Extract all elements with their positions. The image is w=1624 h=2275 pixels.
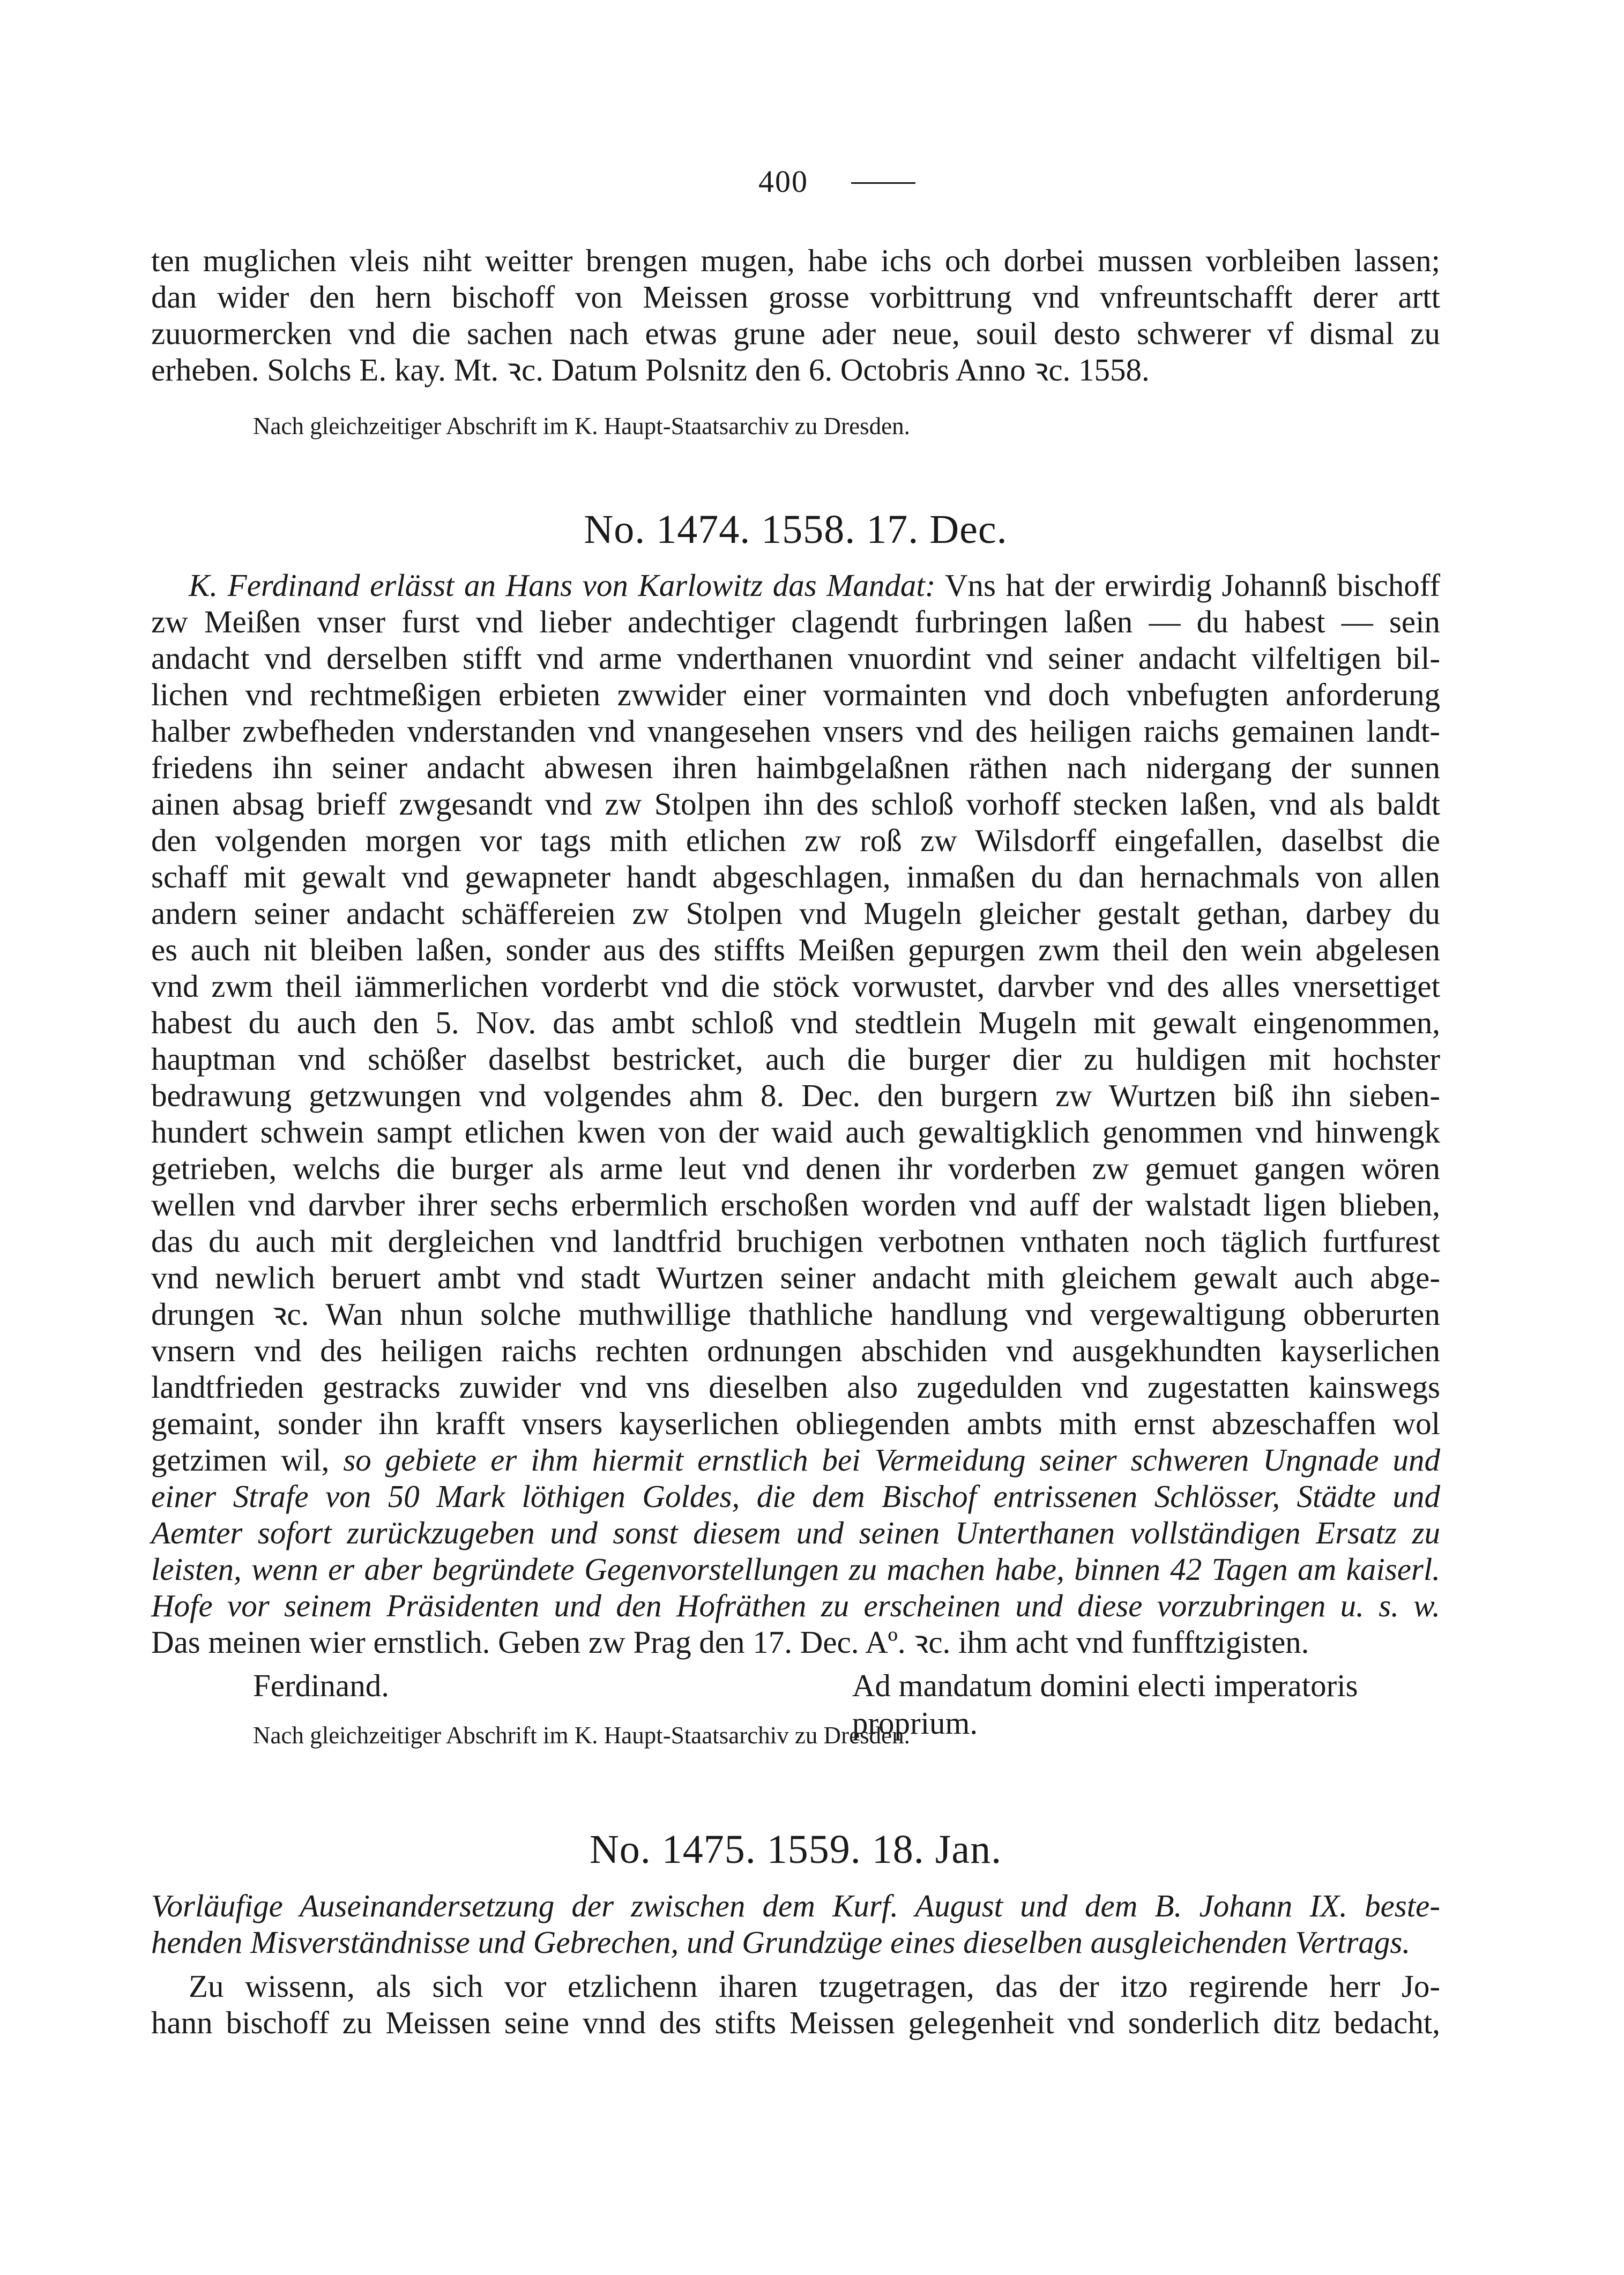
summary-line: henden Misverständnisse und Gebrechen, und Grundzüge eines dieselben ausgleichenden Vertrags. bbox=[151, 1925, 1411, 1960]
document-1475-summary bbox=[151, 1888, 1440, 1960]
document-1475-body bbox=[151, 1968, 1440, 2041]
signature-left: Ferdinand. bbox=[253, 1668, 389, 1703]
text-line: hundert schwein sampt etlichen kwen von der waid auch gewaltigklich genommen vnd hinwengk bbox=[151, 1114, 1440, 1150]
closing-line: Das meinen wier ernstlich. Geben zw Prag den 17. Dec. Aº. ꝛc. ihm acht vnd funfftzigisten. bbox=[151, 1624, 1309, 1660]
text-line: vnsern vnd des heiligen raichs rechten ordnungen abschiden vnd ausgekhundten kayserlichen bbox=[151, 1333, 1440, 1368]
text-line: schaff mit gewalt vnd gewapneter handt abgeschlagen, inmaßen du dan hernachmals von allen bbox=[151, 859, 1440, 894]
text-line: hann bischoff zu Meissen seine vnnd des stifts Meissen gelegenheit vnd sonderlich ditz bedacht, bbox=[151, 2005, 1440, 2040]
source-note: Nach gleichzeitiger Abschrift im K. Haupt-Staatsarchiv zu Dresden. bbox=[253, 413, 910, 439]
text-line: hauptman vnd schößer daselbst bestricket, auch die burger dier zu huldigen mit hochster bbox=[151, 1041, 1440, 1077]
source-note: Nach gleichzeitiger Abschrift im K. Haupt-Staatsarchiv zu Dresden. bbox=[253, 1722, 910, 1749]
text-line: ainen absag brieff zwgesandt vnd zw Stolpen ihn des schloß vorhoff stecken laßen, vnd als baldt bbox=[151, 786, 1440, 822]
intro-line bbox=[151, 567, 1440, 603]
signature-right: Ad mandatum domini electi imperatoris proprium. bbox=[852, 1668, 1358, 1741]
italic-line: Hofe vor seinem Präsidenten und den Hofräthen zu erscheinen und diese vorzubringen u. s. w. bbox=[151, 1588, 1440, 1623]
text-line: getrieben, welchs die burger als arme leut vnd denen ihr vorderben zw gemuet gangen wören bbox=[151, 1151, 1440, 1186]
mixed-line bbox=[151, 1442, 1440, 1478]
text-line: bedrawung getzwungen vnd volgendes ahm 8. Dec. den burgern zw Wurtzen biß ihn sieben- bbox=[151, 1078, 1440, 1113]
page-header bbox=[758, 163, 915, 199]
mixed-lead: getzimen wil, bbox=[151, 1442, 330, 1478]
text-line: vnd zwm theil iämmerlichen vorderbt vnd die stöck vorwustet, darvber vnd des alles vnersettiget bbox=[151, 968, 1440, 1004]
mixed-italic: so gebiete er ihm hiermit ernstlich bei Vermeidung seiner schweren Ungnade und bbox=[329, 1442, 1440, 1478]
text-line: Zu wissenn, als sich vor etzlichenn iharen tzugetragen, das der itzo regirende herr Jo- bbox=[189, 1968, 1440, 2004]
document-heading: No. 1475. 1559. 18. Jan. bbox=[589, 1827, 1002, 1872]
italic-line: einer Strafe von 50 Mark löthigen Goldes, die dem Bischof entrissenen Schlösser, Städte und bbox=[151, 1479, 1440, 1514]
text-line: das du auch mit dergleichen vnd landtfrid bruchigen verbotnen vnthaten noch täglich furtfurest bbox=[151, 1224, 1440, 1259]
text-line: landtfrieden gestracks zuwider vnd vns dieselben also zugedulden vnd zugestatten kainswegs bbox=[151, 1369, 1440, 1405]
text-line: wellen vnd darvber ihrer sechs erbermlich erschoßen worden vnd auff der walstadt ligen blieben, bbox=[151, 1187, 1440, 1222]
text-line: ten muglichen vleis niht weitter brengen mugen, habe ichs och dorbei mussen vorbleiben lassen; bbox=[151, 243, 1440, 278]
text-line: vnd newlich beruert ambt vnd stadt Wurtzen seiner andacht mith gleichem gewalt auch abge- bbox=[151, 1260, 1440, 1295]
text-line: zuuormercken vnd die sachen nach etwas grune ader neue, souil desto schwerer vf dismal zu bbox=[151, 316, 1440, 351]
document-1474-heading bbox=[151, 506, 1440, 553]
text-line: dan wider den hern bischoff von Meissen grosse vorbittrung vnd vnfreuntschafft derer artt bbox=[151, 279, 1440, 315]
previous-document-text bbox=[151, 242, 1440, 388]
text-line: andacht vnd derselben stifft vnd arme vnderthanen vnuordint vnd seiner andacht vilfeltigen bil- bbox=[151, 640, 1440, 676]
text-line: den volgenden morgen vor tags mith etlichen zw roß zw Wilsdorff eingefallen, daselbst die bbox=[151, 823, 1440, 858]
text-line: habest du auch den 5. Nov. das ambt schloß vnd stedtlein Mugeln mit gewalt eingenommen, bbox=[151, 1005, 1440, 1040]
page-number: 400 bbox=[758, 164, 808, 199]
italic-line: Aemter sofort zurückzugeben und sonst diesem und seinen Unterthanen vollständigen Ersatz zu bbox=[151, 1515, 1440, 1550]
document-heading: No. 1474. 1558. 17. Dec. bbox=[584, 507, 1008, 552]
document-1474-source bbox=[151, 1719, 1440, 1751]
italic-line: leisten, wenn er aber begründete Gegenvorstellungen zu machen habe, binnen 42 Tagen am kaiserl. bbox=[151, 1552, 1440, 1587]
intro-italic: K. Ferdinand erlässt an Hans von Karlowitz das Mandat: bbox=[189, 568, 936, 603]
text-line: lichen vnd rechtmeßigen erbieten zwwider einer vormainten vnd doch vnbefugten anforderung bbox=[151, 677, 1440, 712]
summary-line: Vorläufige Auseinandersetzung der zwischen dem Kurf. August und dem B. Johann IX. beste- bbox=[151, 1888, 1440, 1923]
document-1474-body bbox=[151, 567, 1440, 1660]
text-line: halber zwbefheden vnderstanden vnd vnangesehen vnsers vnd des heiligen raichs gemainen landt- bbox=[151, 713, 1440, 749]
intro-rest: Vns hat der erwirdig Johannß bischoff bbox=[935, 568, 1440, 603]
text-line: andern seiner andacht schäffereien zw Stolpen vnd Mugeln gleicher gestalt gethan, darbey du bbox=[151, 896, 1440, 931]
previous-source-note bbox=[151, 410, 1440, 442]
text-line: drungen ꝛc. Wan nhun solche muthwillige thathliche handlung vnd vergewaltigung obberurten bbox=[151, 1296, 1440, 1332]
text-line: friedens ihn seiner andacht abwesen ihren haimbgelaßnen räthen nach nidergang der sunnen bbox=[151, 750, 1440, 785]
text-line: zw Meißen vnser furst vnd lieber andechtiger clagendt furbringen laßen — du habest — sein bbox=[151, 604, 1440, 639]
text-line: gemaint, sonder ihn krafft vnsers kayserlichen obliegenden ambts mith ernst abzeschaffen wol bbox=[151, 1406, 1440, 1441]
text-line: erheben. Solchs E. kay. Mt. ꝛc. Datum Polsnitz den 6. Octobris Anno ꝛc. 1558. bbox=[151, 352, 1150, 387]
header-rule bbox=[851, 182, 915, 184]
text-line: es auch nit bleiben laßen, sonder aus des stiffts Meißen gepurgen zwm theil den wein abgelesen bbox=[151, 932, 1440, 967]
document-1475-heading bbox=[151, 1826, 1440, 1873]
